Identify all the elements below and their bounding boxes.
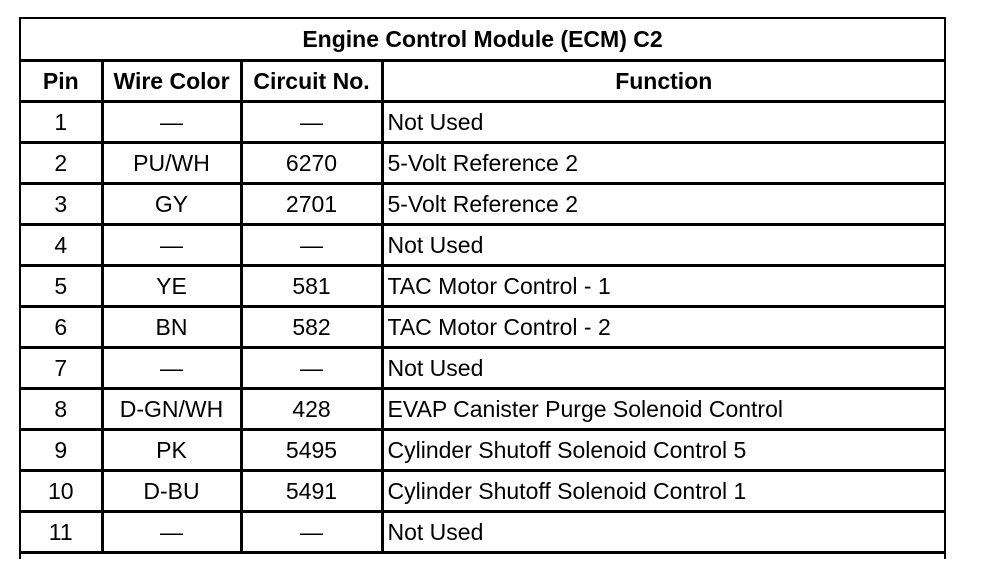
table-header-row <box>21 61 944 102</box>
table-row <box>21 307 944 348</box>
wire-color-cell: GY <box>102 184 241 225</box>
table-row <box>21 512 944 553</box>
function-cell: EVAP Canister Purge Solenoid Control <box>382 389 944 430</box>
function-cell: Cylinder Shutoff Solenoid Control 5 <box>382 430 944 471</box>
column-header-wire-color: Wire Color <box>102 61 241 102</box>
wire-color-cell: — <box>102 512 241 553</box>
wire-color-cell: YE <box>102 266 241 307</box>
pin-cell: 7 <box>21 348 102 389</box>
table-row <box>21 102 944 143</box>
wire-color-cell: — <box>102 225 241 266</box>
wire-color-cell: PK <box>102 430 241 471</box>
pin-cell: 11 <box>21 512 102 553</box>
wire-color-cell: D-GN/WH <box>102 389 241 430</box>
function-cell: 5-Volt Reference 2 <box>382 184 944 225</box>
table-row <box>21 389 944 430</box>
function-cell: Not Used <box>382 348 944 389</box>
table-row <box>21 225 944 266</box>
pin-cell: 1 <box>21 102 102 143</box>
column-header-circuit-no: Circuit No. <box>241 61 382 102</box>
function-cell: TAC Motor Control - 2 <box>382 307 944 348</box>
function-cell: Not Used <box>382 102 944 143</box>
wire-color-cell: PU/WH <box>102 143 241 184</box>
circuit-cell: 5491 <box>241 471 382 512</box>
table-row <box>21 184 944 225</box>
table-row <box>21 143 944 184</box>
circuit-cell: — <box>241 102 382 143</box>
table-title-row <box>21 19 944 61</box>
circuit-cell: — <box>241 512 382 553</box>
pin-cell: 3 <box>21 184 102 225</box>
circuit-cell: 6270 <box>241 143 382 184</box>
circuit-cell: 2701 <box>241 184 382 225</box>
function-cell: Not Used <box>382 225 944 266</box>
connector-pinout-table <box>21 19 944 554</box>
circuit-cell: 5495 <box>241 430 382 471</box>
circuit-cell: — <box>241 225 382 266</box>
column-header-function: Function <box>382 61 944 102</box>
wire-color-cell: — <box>102 348 241 389</box>
wire-color-cell: BN <box>102 307 241 348</box>
table-row <box>21 430 944 471</box>
connector-table-frame <box>19 17 946 559</box>
pin-cell: 5 <box>21 266 102 307</box>
pin-cell: 9 <box>21 430 102 471</box>
pin-cell: 10 <box>21 471 102 512</box>
column-header-pin: Pin <box>21 61 102 102</box>
pin-cell: 2 <box>21 143 102 184</box>
wire-color-cell: — <box>102 102 241 143</box>
table-row <box>21 348 944 389</box>
table-row <box>21 471 944 512</box>
circuit-cell: 582 <box>241 307 382 348</box>
pin-cell: 6 <box>21 307 102 348</box>
circuit-cell: 581 <box>241 266 382 307</box>
table-title: Engine Control Module (ECM) C2 <box>21 19 944 61</box>
pin-cell: 4 <box>21 225 102 266</box>
table-row <box>21 266 944 307</box>
function-cell: Not Used <box>382 512 944 553</box>
function-cell: 5-Volt Reference 2 <box>382 143 944 184</box>
pin-cell: 8 <box>21 389 102 430</box>
function-cell: TAC Motor Control - 1 <box>382 266 944 307</box>
circuit-cell: 428 <box>241 389 382 430</box>
function-cell: Cylinder Shutoff Solenoid Control 1 <box>382 471 944 512</box>
wire-color-cell: D-BU <box>102 471 241 512</box>
circuit-cell: — <box>241 348 382 389</box>
